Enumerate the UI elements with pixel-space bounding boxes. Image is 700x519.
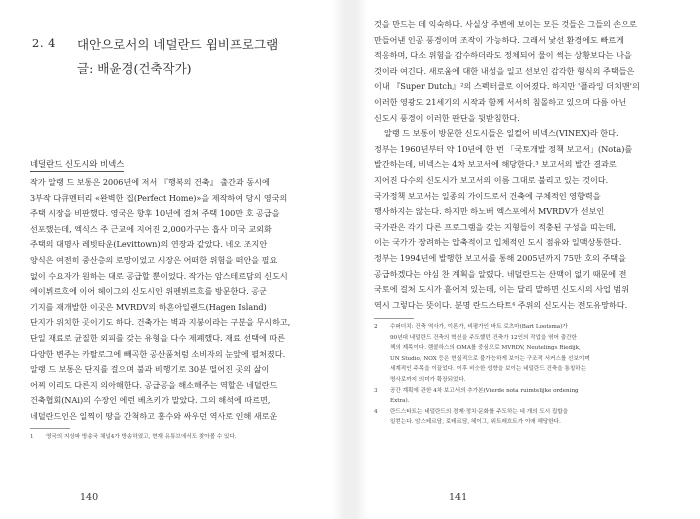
body-line: 선포했는데, 엑식스 주 근교에 지어진 2,000가구는 흡사 미국 교외화 — [30, 223, 272, 234]
chapter-title-block — [77, 34, 317, 80]
body-line: 정부는 1960년부터 약 10년에 한 번 「국토개발 정책 보고서」(Nota)를 — [374, 143, 633, 154]
footnote — [374, 386, 684, 397]
left-body-text — [30, 175, 320, 425]
chapter-author: 글: 배윤경(건축작가) — [77, 61, 192, 76]
body-line: 주택의 대명사 레빗타운(Levittown)의 연장과 같았다. 네오 조지안 — [30, 239, 268, 250]
footnote-text: 영국의 지상파 방송국 채널4가 방송하였고, 현재 유튜브에서도 찾아볼 수 있다. — [46, 434, 237, 440]
footnote-number: 2 — [374, 324, 378, 330]
footnote-rule — [374, 318, 414, 319]
body-line: 행사하지는 않는다. 하지만 하노버 엑스포에서 MVRDV가 선보인 — [374, 206, 605, 217]
body-line: 단지가 위치한 곳이기도 하다. 건축가는 벽과 지붕이라는 구분을 무시하고, — [30, 317, 291, 328]
body-line: 주택 시장을 비판했다. 영국은 향후 10년에 걸쳐 주택 100만 호 공급을 — [30, 208, 280, 219]
body-line: 역시 그렇다는 뜻이다. 분명 란드스타트⁴ 주위의 신도시는 전도유망하다. — [374, 299, 628, 310]
gutter-shadow — [332, 0, 346, 519]
chapter-title: 대안으로서의 네덜란드 윔비프로그램 — [77, 37, 279, 52]
body-line: 3부작 다큐멘터리 «완벽한 집(Perfect Home)»을 제작하여 당시 영국의 — [30, 192, 288, 203]
body-line: 국가관은 각기 다른 프로그램을 갖는 지형들이 적충된 구성을 띠는데, — [374, 221, 617, 232]
footnote-number: 3 — [374, 387, 378, 394]
body-line: 건축협회(NAi)의 수장인 에런 베츠키가 말았다. 그의 해석에 따르면, — [30, 395, 271, 406]
body-line: 이내 『Super Dutch』²의 스펙터클로 이어졌다. 하지만 '플라잉 더치맨'의 — [374, 81, 640, 92]
body-line: 없이 수요자가 원하는 대로 공급할 뿐이었다. 작가는 암스테르담의 신도시 — [30, 270, 288, 281]
body-line: 에이뷔르흐에 이어 헤이그의 신도시인 위펜뷔르흐를 방문한다. 공군 — [30, 286, 267, 297]
page-number-right: 141 — [449, 492, 468, 503]
footnote-text: 책의 제목이다. 렘콜하스의 OMA를 중심으로 MVRDV, Neutelings Riedijk, — [390, 345, 581, 352]
footnote — [374, 322, 684, 333]
footnote-text: 수퍼더치: 건축 역사가, 이론가, 비평가인 바트 로츠마(Bart Lootsma)가 — [390, 324, 568, 330]
footnote-text: 란드스타트는 네덜란드의 경제·정치·문화를 주도하는 네 개의 도시 집합을 — [390, 408, 569, 415]
page-number-left: 140 — [80, 492, 99, 503]
body-line: 국토에 걸쳐 도시가 흩어져 있는데, 이는 달리 말하면 신도시의 사업 범위 — [374, 284, 630, 295]
footnote — [30, 432, 330, 443]
body-line: 공급하겠다는 야심 찬 계획을 알렸다. 네덜란드는 산맥이 없기 때문에 전 — [374, 268, 627, 279]
body-line: 단일 재료로 균질한 외피를 갖는 유형을 다수 제폐했다. 재료 선택에 따른 — [30, 332, 286, 343]
left-footnotes — [30, 432, 330, 443]
body-line: 것을 만드는 데 익숙하다. 사실상 주변에 보이는 모든 것들은 그들의 손으로 — [374, 19, 637, 29]
body-line: 작가 알랭 드 보통은 2006년에 저서 『행복의 건축』 출간과 동시에 — [30, 177, 270, 187]
body-line: 다양한 변주는 카탈로그에 빼곡한 공산품처럼 소비자의 눈앞에 펼쳐졌다. — [30, 348, 286, 359]
body-line: 네덜란드인은 일찍이 땅을 간척하고 홍수와 싸우던 역사로 인해 새로운 — [30, 410, 278, 421]
footnote-text: 세계적인 주목을 이끌었다. 이후 비슷한 성향을 보이는 네덜란드 건축을 통칭하는 — [390, 366, 587, 373]
body-line: 양식은 여전히 중산층의 로망이었고 시장은 어떠한 위험을 떠안을 필요 — [30, 254, 278, 265]
body-line: 이는 국가가 장려하는 압축적이고 입체적인 도시 점유와 일맥상통한다. — [374, 237, 622, 248]
body-line: 것이라 여긴다. 새로움에 대한 내성을 일고 선보인 감각한 형식의 주택들은 — [374, 65, 635, 76]
footnote-number: 4 — [374, 408, 378, 415]
left-page — [0, 0, 346, 519]
right-body-text — [374, 17, 674, 313]
body-line: 어찌 이리도 다른지 의아해한다. 공급공을 해소해주는 역할은 네덜란드 — [30, 379, 278, 390]
footnote-number: 1 — [30, 434, 34, 440]
footnote-text: 90년대 네덜란드 건축의 혁신을 주도했던 건축가 12인의 작업을 엮어 출간한 — [390, 334, 577, 341]
chapter-number: 2. 4 — [32, 36, 56, 50]
footnote-text: 공간 계획에 관한 4차 보고서의 추가본(Vierde nota ruimtelijke ordening — [390, 387, 579, 394]
right-page — [354, 0, 700, 519]
footnote-text: 일컫는다. 암스테르담, 로테르담, 헤이그, 위트레흐트가 이에 해당한다. — [390, 419, 561, 426]
body-line: 기지를 재개발한 이곳은 MVRDV의 하흔아일랜드(Hagen Island) — [30, 301, 267, 312]
body-line: 이러한 영광도 21세기의 시작과 함께 서서히 침몰하고 있으며 다름 아닌 — [374, 96, 627, 107]
footnote — [374, 407, 684, 418]
footnote-text: UN Studio, NOX 등은 현실적으로 불가능하게 보이는 구조적 서커스를 선보이며 — [390, 355, 590, 362]
footnote-rule — [30, 428, 70, 429]
body-line: 정부는 1994년에 발행한 보고서를 통해 2005년까지 75만 호의 주택을 — [374, 252, 626, 263]
body-line: 알랭 드 보통이 방문한 신도시들은 일컬어 비넥스(VINEX)라 한다. — [384, 128, 619, 139]
body-line: 발간하는데, 비넥스는 4차 보고서에 해당한다.³ 보고서의 발간 결과로 — [374, 159, 617, 170]
body-line: 지어진 다수의 신도시가 보고서의 이름 그대로 불리고 있는 것이다. — [374, 174, 609, 185]
body-line: 국가정책 보고서는 일종의 가이드로서 건축에 구체적인 영향력을 — [374, 190, 601, 201]
body-line: 신도시 풍경이 이러한 판단을 뒷받침한다. — [374, 112, 520, 123]
section-heading: 네덜란드 신도시와 비넥스 — [30, 158, 124, 172]
footnote-text: Extra). — [390, 398, 410, 405]
gutter-shadow — [354, 0, 368, 519]
body-line: 적응하며, 다소 위험을 감수하더라도 정체되어 물이 썩는 상황보다는 나을 — [374, 50, 632, 61]
body-line: 만들어낸 인공 풍경이며 조작이 가능하다. 그래서 낯선 환경에도 빠르게 — [374, 34, 624, 45]
body-line: 알랭 드 보통은 단지를 걸으며 불과 비행기로 30분 떨어진 곳의 삶이 — [30, 364, 270, 375]
footnote-text: 명사로까지 의미가 확장되었다. — [390, 376, 466, 383]
right-footnotes — [374, 322, 684, 428]
